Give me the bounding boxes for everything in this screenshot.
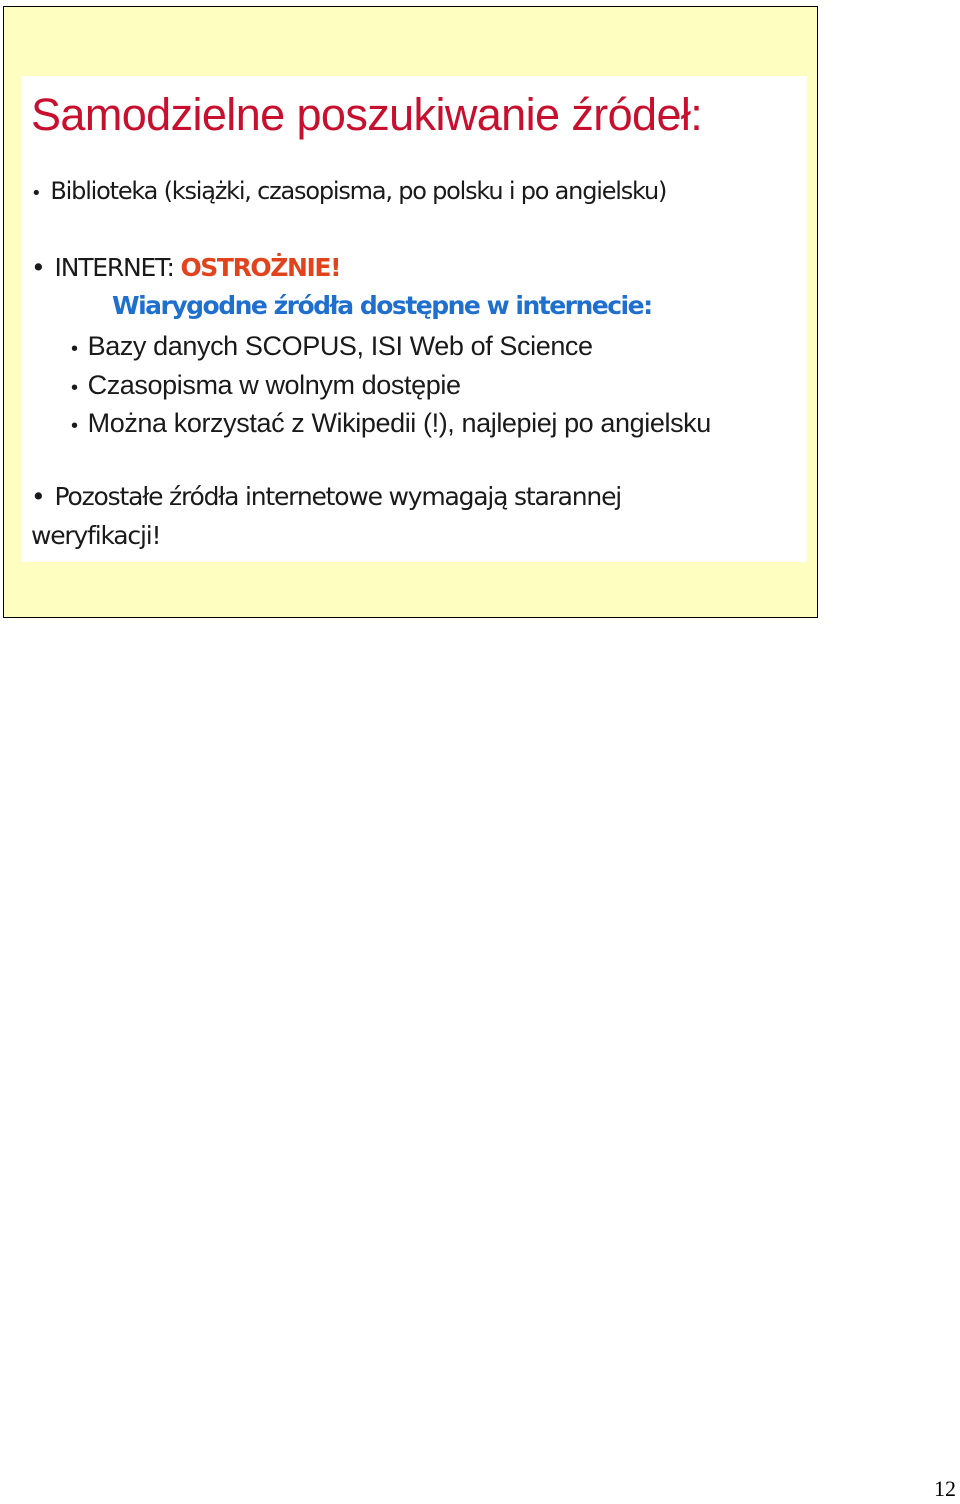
sub-item-text: Bazy danych SCOPUS, ISI Web of Science <box>87 331 593 361</box>
bullet-library-text: Biblioteka (książki, czasopisma, po polsku i po angielsku) <box>50 177 667 205</box>
bullet-other-sources <box>31 482 621 511</box>
bullet-icon: • <box>31 183 41 204</box>
page-number: 12 <box>934 1476 956 1501</box>
slide-content <box>21 76 807 562</box>
sub-item-text: Czasopisma w wolnym dostępie <box>87 370 461 400</box>
bullet-icon: • <box>71 338 78 360</box>
slide-frame <box>3 6 818 618</box>
sub-item-wikipedia <box>71 408 711 439</box>
sub-item-text: Można korzystać z Wikipedii (!), najlepiej po angielsku <box>87 408 711 438</box>
bullet-internet-text: INTERNET: <box>54 253 181 282</box>
bullet-icon: • <box>31 482 45 511</box>
sub-item-open-access <box>71 370 461 401</box>
subheading: Wiarygodne źródła dostępne w internecie: <box>112 291 652 320</box>
slide-title: Samodzielne poszukiwanie źródeł: <box>31 89 703 140</box>
sub-item-databases <box>71 331 593 362</box>
bullet-other-sources-text: Pozostałe źródła internetowe wymagają starannej <box>54 482 621 511</box>
bullet-other-sources-continued: weryfikacji! <box>31 521 161 550</box>
bullet-icon: • <box>31 253 45 282</box>
bullet-icon: • <box>71 377 78 399</box>
bullet-library <box>31 177 666 205</box>
warning-text: OSTROŻNIE! <box>180 253 341 282</box>
bullet-icon: • <box>71 415 78 437</box>
bullet-internet <box>31 253 340 282</box>
